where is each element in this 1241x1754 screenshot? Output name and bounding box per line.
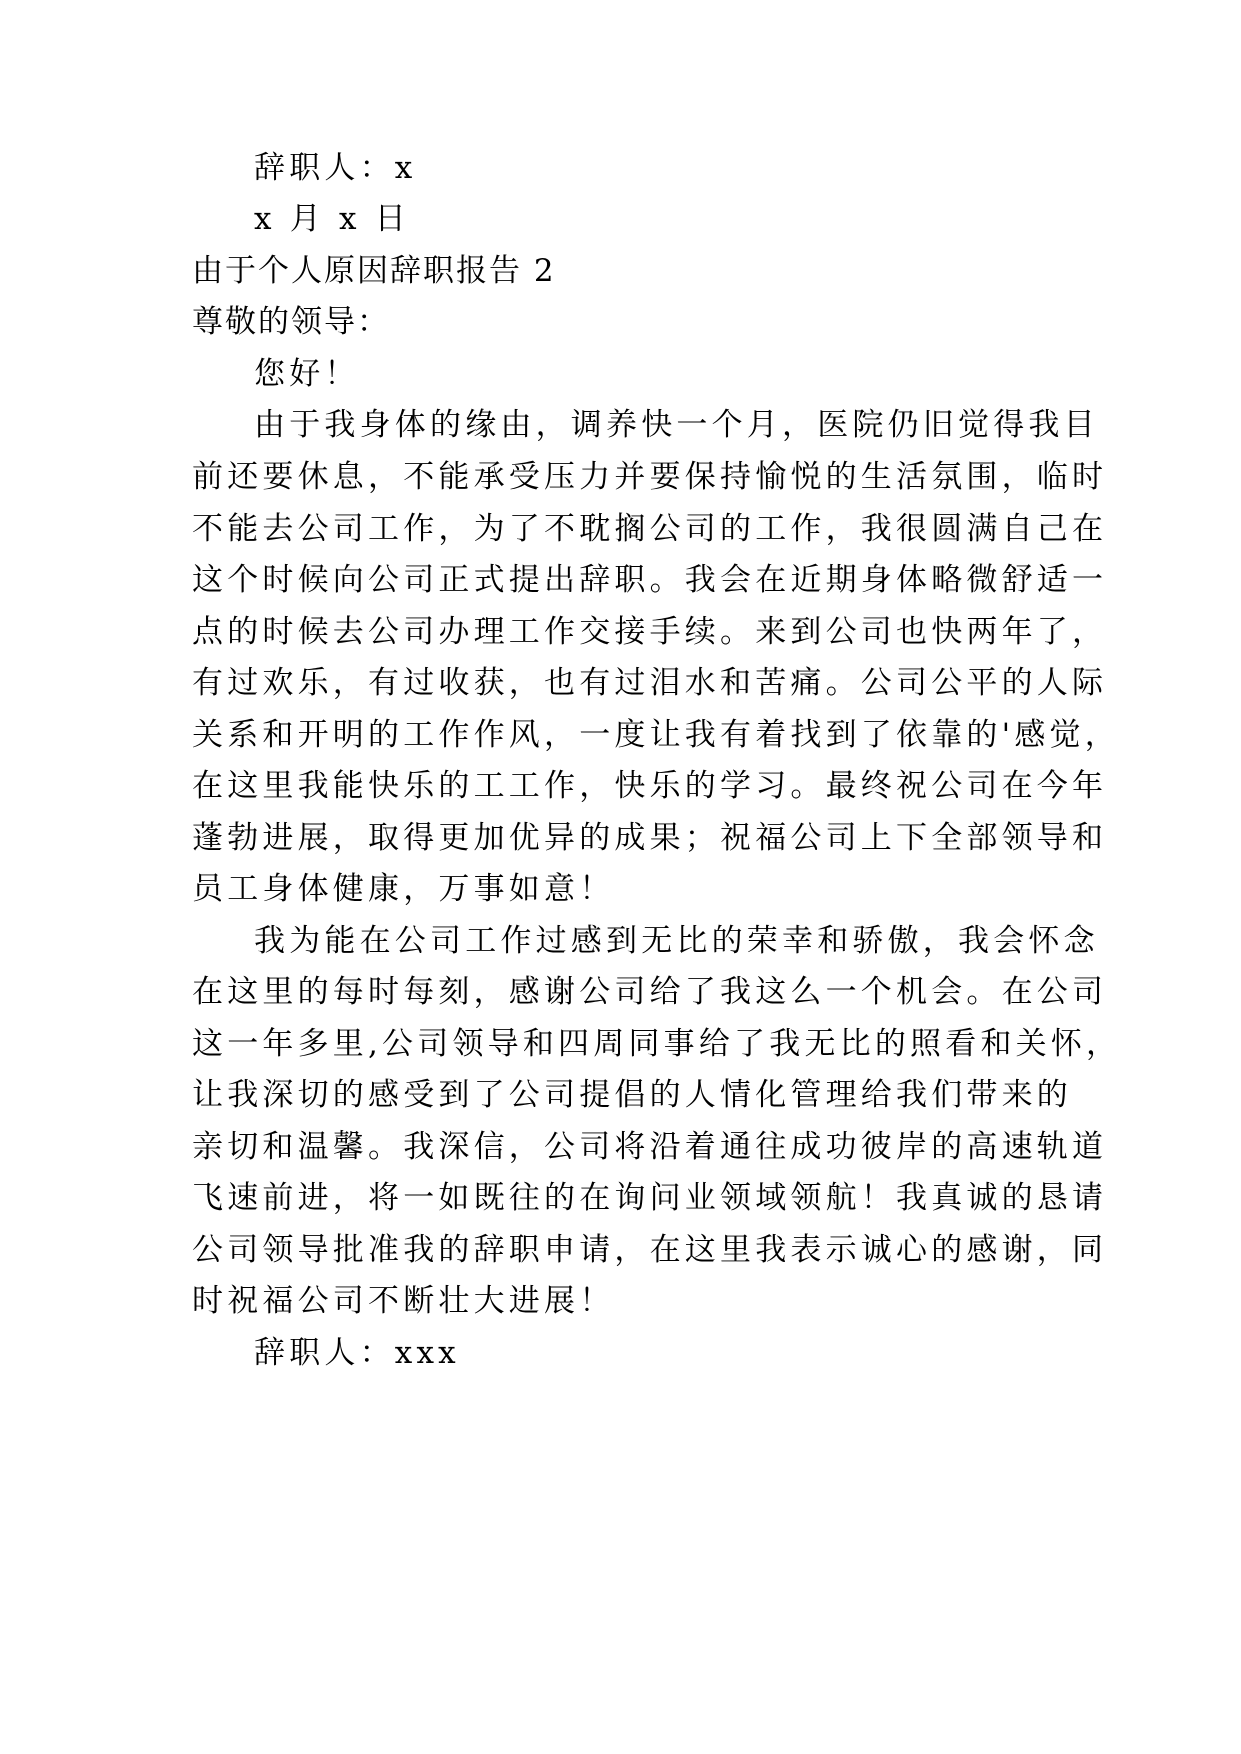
body-line: 时祝福公司不断壮大进展！ (192, 1283, 615, 1319)
signer-line: 辞职人：xxx (254, 1335, 460, 1371)
body-line: 这个时候向公司正式提出辞职。我会在近期身体略微舒适一 (192, 562, 1108, 598)
body-line: 在这里我能快乐的工工作，快乐的学习。最终祝公司在今年 (192, 768, 1108, 804)
body-line: 蓬勃进展，取得更加优异的成果；祝福公司上下全部领导和 (192, 820, 1108, 856)
body-line: 公司领导批准我的辞职申请，在这里我表示诚心的感谢，同 (192, 1232, 1108, 1268)
body-line: 不能去公司工作，为了不耽搁公司的工作，我很圆满自己在 (192, 511, 1108, 547)
body-line: 这一年多里,公司领导和四周同事给了我无比的照看和关怀， (192, 1026, 1122, 1062)
body-line: 亲切和温馨。我深信，公司将沿着通往成功彼岸的高速轨道 (192, 1129, 1108, 1165)
date-line: x 月 x 日 (254, 201, 410, 237)
document-title: 由于个人原因辞职报告 2 (192, 253, 556, 289)
body-line: 点的时候去公司办理工作交接手续。来到公司也快两年了， (192, 614, 1108, 650)
body-line: 员工身体健康，万事如意！ (192, 871, 615, 907)
body-line: 前还要休息，不能承受压力并要保持愉悦的生活氛围，临时 (192, 459, 1108, 495)
signer-line: 辞职人：x (254, 150, 417, 186)
body-line: 飞速前进，将一如既往的在询问业领域领航！我真诚的恳请 (192, 1180, 1108, 1216)
body-line: 在这里的每时每刻，感谢公司给了我这么一个机会。在公司 (192, 974, 1108, 1010)
salutation: 尊敬的领导： (192, 304, 390, 340)
body-line: 由于我身体的缘由，调养快一个月，医院仍旧觉得我目 (254, 407, 1099, 443)
greeting: 您好！ (254, 356, 360, 392)
body-line: 有过欢乐，有过收获，也有过泪水和苦痛。公司公平的人际 (192, 665, 1108, 701)
body-line: 我为能在公司工作过感到无比的荣幸和骄傲，我会怀念 (254, 923, 1099, 959)
body-line: 关系和开明的工作作风，一度让我有着找到了依靠的'感觉， (192, 717, 1120, 753)
body-line: 让我深切的感受到了公司提倡的人情化管理给我们带来的 (192, 1077, 1072, 1113)
